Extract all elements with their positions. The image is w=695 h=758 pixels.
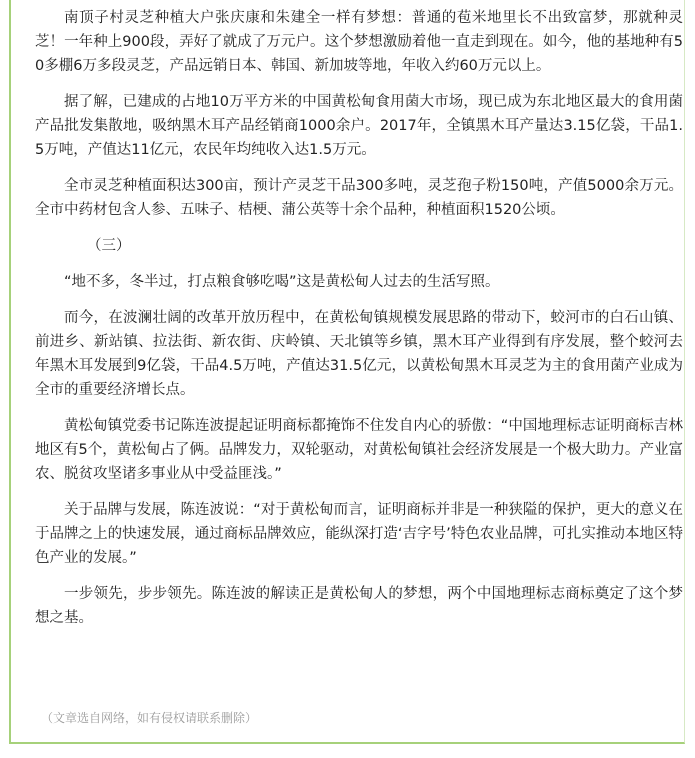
paragraph-6: 黄松甸镇党委书记陈连波提起证明商标都掩饰不住发自内心的骄傲：“中国地理标志证明商标吉林地区有5个，黄松甸占了俩。品牌发力，双轮驱动，对黄松甸镇社会经济发展是一个极大助力。产业富农、脱贫攻坚诸多事业从中受益匪浅。” bbox=[35, 418, 683, 482]
paragraph-2: 据了解，已建成的占地10万平方米的中国黄松甸食用菌大市场，现已成为东北地区最大的食用菌产品批发集散地，吸纳黑木耳产品经销商1000余户。2017年，全镇黑木耳产量达3.15亿袋，干品1.5万吨，产值达11亿元，农民年均纯收入达1.5万元。 bbox=[35, 94, 683, 158]
source-note: （文章选自网络，如有侵权请联系删除） bbox=[41, 711, 258, 725]
section-heading: （三） bbox=[87, 238, 131, 254]
paragraph-3: 全市灵芝种植面积达300亩，预计产灵芝干品300多吨，灵芝孢子粉150吨，产值5000余万元。全市中药材包含人参、五味子、桔梗、蒲公英等十余个品种，种植面积1520公顷。 bbox=[35, 178, 683, 218]
paragraph-1: 南顶子村灵芝种植大户张庆康和朱建全一样有梦想：普通的苞米地里长不出致富梦，那就种灵芝！一年种上900段，弄好了就成了万元户。这个梦想激励着他一直走到现在。如今，他的基地种有50多棚6万多段灵芝，产品远销日本、韩国、新加坡等地，年收入约60万元以上。 bbox=[35, 10, 683, 74]
paragraph-7: 关于品牌与发展，陈连波说：“对于黄松甸而言，证明商标并非是一种狭隘的保护，更大的意义在于品牌之上的快速发展，通过商标品牌效应，能纵深打造‘吉字号’特色农业品牌，可扎实推动本地区特色产业的发展。” bbox=[35, 502, 683, 566]
paragraph-5: 而今，在波澜壮阔的改革开放历程中，在黄松甸镇规模发展思路的带动下，蛟河市的白石山镇、前进乡、新站镇、拉法街、新农街、庆岭镇、天北镇等乡镇，黑木耳产业得到有序发展，整个蛟河去年黑木耳发展到9亿袋，干品4.5万吨，产值达31.5亿元，以黄松甸黑木耳灵芝为主的食用菌产业成为全市的重要经济增长点。 bbox=[35, 310, 683, 398]
paragraph-8: 一步领先，步步领先。陈连波的解读正是黄松甸人的梦想，两个中国地理标志商标奠定了这个梦想之基。 bbox=[35, 586, 683, 626]
article-frame bbox=[9, 0, 685, 744]
article-body bbox=[35, 6, 683, 642]
paragraph-4: “地不多，冬半过，打点粮食够吃喝”这是黄松甸人过去的生活写照。 bbox=[64, 274, 500, 290]
